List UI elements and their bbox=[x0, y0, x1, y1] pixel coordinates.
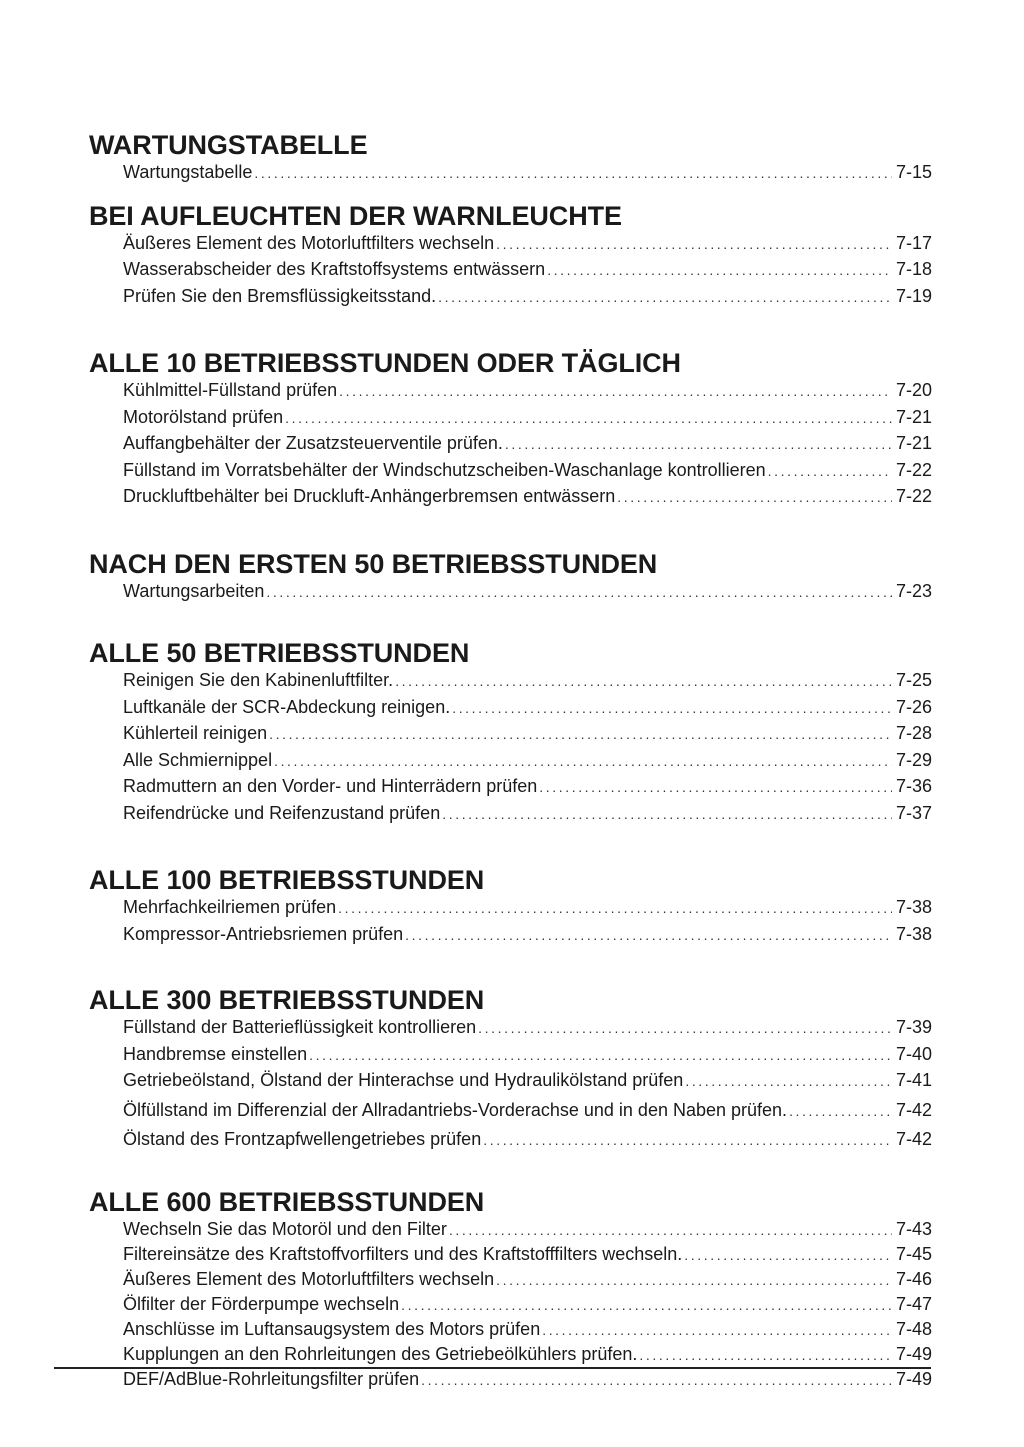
toc-entry[interactable] bbox=[123, 1342, 932, 1367]
entry-label: Kompressor-Antriebsriemen prüfen bbox=[123, 923, 404, 944]
toc-entry[interactable] bbox=[123, 257, 932, 284]
toc-entry[interactable] bbox=[123, 1367, 932, 1392]
dot-leader bbox=[685, 1069, 892, 1095]
entry-label: Motorölstand prüfen bbox=[123, 406, 284, 427]
entry-page: 7-42 bbox=[895, 1129, 932, 1149]
section-heading: ALLE 300 BETRIEBSSTUNDEN bbox=[89, 985, 485, 1015]
entry-page: 7-42 bbox=[895, 1099, 932, 1120]
entry-label: Reifendrücke und Reifenzustand prüfen bbox=[123, 802, 441, 823]
entry-page: 7-21 bbox=[895, 433, 932, 453]
entry-page: 7-47 bbox=[895, 1293, 932, 1314]
entry-label: Ölfilter der Förderpumpe wechseln bbox=[123, 1293, 400, 1314]
dot-leader bbox=[449, 1218, 892, 1242]
entry-label: Ölfüllstand im Differenzial der Allradantriebs-Vorderachse und in den Naben prüfen. bbox=[123, 1099, 788, 1120]
toc-section bbox=[89, 865, 932, 948]
section-heading: NACH DEN ERSTEN 50 BETRIEBSSTUNDEN bbox=[89, 548, 658, 579]
entry-page: 7-20 bbox=[895, 380, 932, 400]
entry-label: Wartungstabelle bbox=[123, 162, 253, 182]
entry-page: 7-46 bbox=[895, 1268, 932, 1289]
entry-page: 7-40 bbox=[895, 1043, 932, 1064]
dot-leader bbox=[505, 432, 892, 458]
entry-label: Auffangbehälter der Zusatzsteuerventile prüfen. bbox=[123, 433, 503, 453]
dot-leader bbox=[547, 258, 892, 284]
toc-entry[interactable] bbox=[123, 721, 932, 748]
entry-label: Füllstand der Batterieflüssigkeit kontrollieren bbox=[123, 1017, 477, 1037]
dot-leader bbox=[269, 722, 892, 748]
toc-section bbox=[89, 201, 932, 311]
toc-entry[interactable] bbox=[123, 695, 932, 722]
entry-page: 7-15 bbox=[895, 162, 932, 182]
section-heading: BEI AUFLEUCHTEN DER WARNLEUCHTE bbox=[89, 200, 622, 231]
entry-label: Kühlerteil reinigen bbox=[123, 723, 268, 743]
entry-label: Wasserabscheider des Kraftstoffsystems entwässern bbox=[123, 259, 546, 279]
dot-leader bbox=[254, 161, 892, 187]
toc-entry[interactable] bbox=[123, 405, 932, 432]
toc-entry[interactable] bbox=[123, 378, 932, 405]
dot-leader bbox=[768, 459, 892, 485]
entry-page: 7-25 bbox=[895, 670, 932, 690]
entry-label: Äußeres Element des Motorluftfilters wechseln bbox=[123, 1268, 495, 1289]
dot-leader bbox=[285, 406, 892, 432]
entry-page: 7-43 bbox=[895, 1218, 932, 1239]
toc-section bbox=[89, 348, 932, 511]
dot-leader bbox=[496, 1268, 892, 1292]
dot-leader bbox=[496, 232, 892, 258]
entry-page: 7-19 bbox=[895, 285, 932, 306]
dot-leader bbox=[266, 580, 892, 606]
toc-entry[interactable] bbox=[123, 1042, 932, 1069]
entry-label: Kühlmittel-Füllstand prüfen bbox=[123, 380, 338, 400]
dot-leader bbox=[401, 1293, 892, 1317]
toc-entry[interactable] bbox=[123, 1217, 932, 1242]
dot-leader bbox=[639, 1343, 892, 1367]
toc-entry[interactable] bbox=[123, 431, 932, 458]
entry-label: Radmuttern an den Vorder- und Hinterrädern prüfen bbox=[123, 776, 538, 796]
entry-page: 7-18 bbox=[895, 259, 932, 279]
entry-page: 7-38 bbox=[895, 923, 932, 944]
toc-entry[interactable] bbox=[123, 484, 932, 511]
dot-leader bbox=[421, 1368, 892, 1392]
toc-entry[interactable] bbox=[123, 895, 932, 922]
entry-label: Mehrfachkeilriemen prüfen bbox=[123, 897, 337, 917]
entry-page: 7-48 bbox=[895, 1318, 932, 1339]
toc-section bbox=[89, 985, 932, 1154]
toc-entry[interactable] bbox=[123, 1267, 932, 1292]
section-heading: ALLE 50 BETRIEBSSTUNDEN bbox=[89, 638, 470, 668]
entry-label: Filtereinsätze des Kraftstoffvorfilters und des Kraftstofffilters wechseln. bbox=[123, 1243, 683, 1264]
entry-label: Handbremse einstellen bbox=[123, 1043, 308, 1064]
toc-entry[interactable] bbox=[123, 1292, 932, 1317]
toc-entry[interactable] bbox=[123, 1127, 932, 1154]
toc-entry[interactable] bbox=[123, 774, 932, 801]
toc-entry[interactable] bbox=[123, 160, 932, 187]
toc-section bbox=[89, 130, 932, 187]
toc-entry[interactable] bbox=[123, 1015, 932, 1042]
toc-section bbox=[89, 549, 932, 606]
entry-page: 7-38 bbox=[895, 897, 932, 917]
section-heading: ALLE 600 BETRIEBSSTUNDEN bbox=[89, 1186, 485, 1217]
toc-section bbox=[89, 1187, 932, 1392]
entry-label: Prüfen Sie den Bremsflüssigkeitsstand. bbox=[123, 285, 437, 306]
toc-entry[interactable] bbox=[123, 922, 932, 949]
entry-page: 7-29 bbox=[895, 749, 932, 770]
bottom-rule bbox=[54, 1367, 931, 1369]
toc-entry[interactable] bbox=[123, 579, 932, 606]
entry-label: Anschlüsse im Luftansaugsystem des Motors prüfen bbox=[123, 1318, 541, 1339]
toc-entry[interactable] bbox=[123, 668, 932, 695]
dot-leader bbox=[442, 802, 892, 828]
toc-entry[interactable] bbox=[123, 458, 932, 485]
entry-label: Druckluftbehälter bei Druckluft-Anhängerbremsen entwässern bbox=[123, 486, 616, 506]
entry-page: 7-45 bbox=[895, 1243, 932, 1264]
dot-leader bbox=[789, 1099, 892, 1125]
entry-page: 7-49 bbox=[895, 1343, 932, 1364]
dot-leader bbox=[309, 1043, 892, 1069]
table-of-contents bbox=[89, 130, 932, 1392]
entry-label: Wechseln Sie das Motoröl und den Filter bbox=[123, 1218, 447, 1239]
section-heading: WARTUNGSTABELLE bbox=[89, 130, 368, 160]
toc-entry[interactable] bbox=[123, 231, 932, 258]
entry-label: Äußeres Element des Motorluftfilters wechseln bbox=[123, 232, 495, 253]
entry-page: 7-36 bbox=[895, 776, 932, 796]
dot-leader bbox=[339, 379, 892, 405]
toc-entry[interactable] bbox=[123, 1098, 932, 1125]
entry-label: Alle Schmiernippel bbox=[123, 749, 273, 770]
entry-label: Kupplungen an den Rohrleitungen des Getriebeölkühlers prüfen. bbox=[123, 1343, 638, 1364]
entry-page: 7-21 bbox=[895, 406, 932, 427]
section-heading: ALLE 100 BETRIEBSSTUNDEN bbox=[89, 865, 485, 895]
entry-label: Getriebeölstand, Ölstand der Hinterachse und Hydraulikölstand prüfen bbox=[123, 1070, 684, 1090]
toc-entry[interactable] bbox=[123, 801, 932, 828]
entry-page: 7-49 bbox=[895, 1368, 932, 1389]
entry-page: 7-26 bbox=[895, 696, 932, 717]
dot-leader bbox=[684, 1243, 892, 1267]
entry-label: Luftkanäle der SCR-Abdeckung reinigen. bbox=[123, 696, 451, 717]
dot-leader bbox=[405, 923, 892, 949]
entry-label: Füllstand im Vorratsbehälter der Windschutzscheiben-Waschanlage kontrollieren bbox=[123, 459, 766, 480]
toc-entry[interactable] bbox=[123, 1317, 932, 1342]
dot-leader bbox=[452, 696, 892, 722]
dot-leader bbox=[542, 1318, 892, 1342]
toc-entry[interactable] bbox=[123, 1068, 932, 1095]
dot-leader bbox=[395, 669, 892, 695]
entry-page: 7-17 bbox=[895, 232, 932, 253]
entry-label: DEF/AdBlue-Rohrleitungsfilter prüfen bbox=[123, 1368, 420, 1389]
entry-page: 7-22 bbox=[895, 459, 932, 480]
dot-leader bbox=[338, 896, 892, 922]
entry-page: 7-28 bbox=[895, 723, 932, 743]
dot-leader bbox=[438, 285, 892, 311]
dot-leader bbox=[274, 749, 892, 775]
entry-label: Reinigen Sie den Kabinenluftfilter. bbox=[123, 670, 394, 690]
entry-label: Wartungsarbeiten bbox=[123, 580, 265, 601]
entry-page: 7-22 bbox=[895, 486, 932, 506]
dot-leader bbox=[617, 485, 892, 511]
dot-leader bbox=[539, 775, 892, 801]
entry-page: 7-37 bbox=[895, 802, 932, 823]
dot-leader bbox=[478, 1016, 892, 1042]
toc-entry[interactable] bbox=[123, 1242, 932, 1267]
toc-entry[interactable] bbox=[123, 748, 932, 775]
toc-section bbox=[89, 638, 932, 827]
entry-page: 7-23 bbox=[895, 580, 932, 601]
dot-leader bbox=[483, 1128, 892, 1154]
toc-entry[interactable] bbox=[123, 284, 932, 311]
entry-page: 7-39 bbox=[895, 1017, 932, 1037]
entry-label: Ölstand des Frontzapfwellengetriebes prüfen bbox=[123, 1129, 482, 1149]
section-heading: ALLE 10 BETRIEBSSTUNDEN ODER TÄGLICH bbox=[89, 348, 681, 378]
entry-page: 7-41 bbox=[895, 1070, 932, 1090]
